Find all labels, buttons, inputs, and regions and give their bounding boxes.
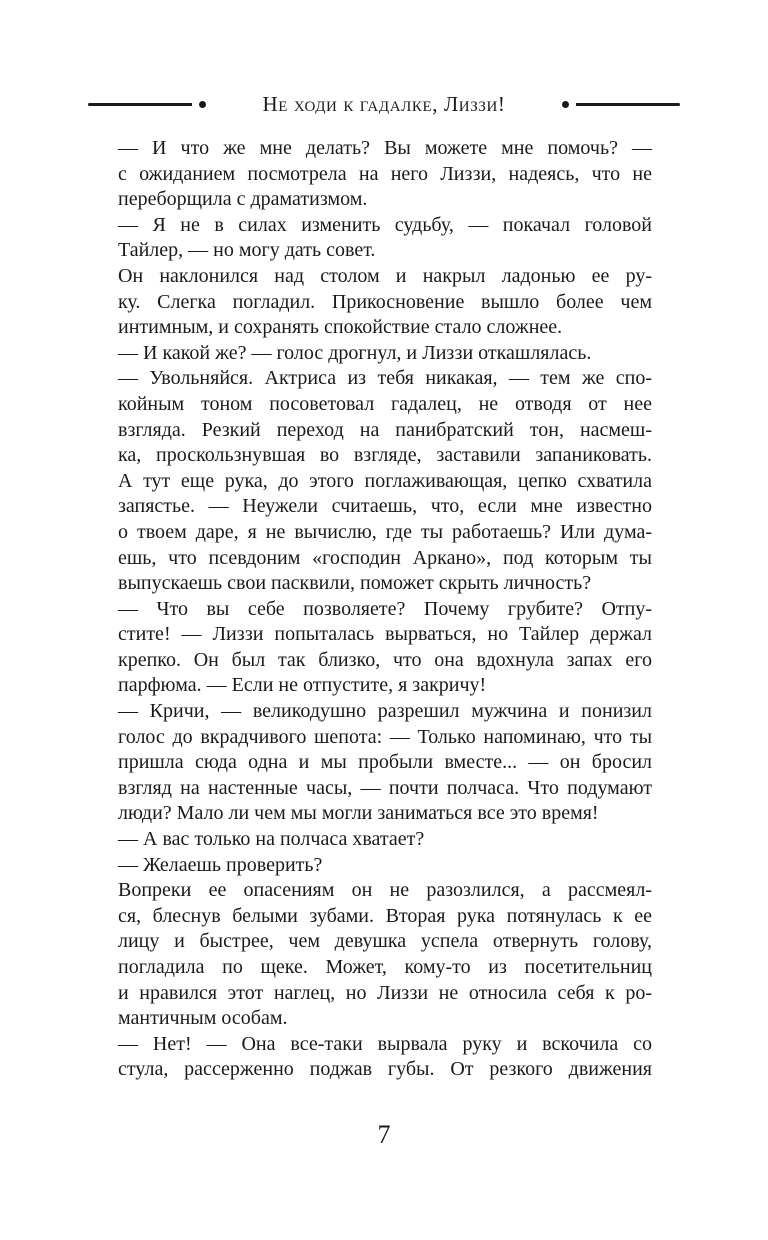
text-line: — Кричи, — великодушно разрешил мужчина и понизил — [118, 700, 652, 723]
text-line: — И что же мне делать? Вы можете мне помочь? — — [118, 137, 652, 159]
body-text — [118, 136, 652, 1083]
text-line: — Что вы себе позволяете? Почему грубите? Отпу- — [118, 597, 652, 620]
header-dot-right — [562, 101, 569, 108]
text-line: погладила по щеке. Может, кому-то из посетительниц — [118, 956, 652, 978]
text-line: лицу и быстрее, чем девушка успела отвернуть голову, — [118, 930, 652, 953]
text-line: интимным, и сохранять спокойствие стало сложнее. — [118, 316, 563, 339]
text-line: — Нет! — Она все-таки вырвала руку и вскочила со — [118, 1032, 652, 1055]
running-header — [88, 92, 680, 116]
text-line: о твоем даре, я не вычислю, где ты работаешь? Или дума- — [118, 520, 652, 543]
text-line: запястье. — Неужели считаешь, что, если мне известно — [118, 495, 652, 518]
text-line: стула, рассерженно поджав губы. От резкого движения — [118, 1058, 652, 1081]
text-line: с ожиданием посмотрела на него Лиззи, надеясь, что не — [118, 162, 652, 185]
text-line: крепко. Он был так близко, что она вдохнула запах его — [118, 648, 652, 671]
page-number: 7 — [377, 1120, 391, 1149]
running-title: Не ходи к гадалке, Лиззи! — [262, 92, 506, 116]
text-line: мантичным особам. — [118, 1007, 288, 1030]
text-line: Он наклонился над столом и накрыл ладонью ее ру- — [118, 264, 652, 287]
text-line: койным тоном посоветовал гадалец, не отводя от нее — [118, 392, 652, 415]
text-line: выпускаешь свои пасквили, поможет скрыть личность? — [118, 572, 592, 595]
text-line: ку. Слегка погладил. Прикосновение вышло более чем — [118, 290, 652, 313]
text-line: — И какой же? — голос дрогнул, и Лиззи откашлялась. — [118, 341, 592, 364]
text-line: люди? Мало ли чем мы могли заниматься все это время! — [118, 802, 599, 825]
text-line: — Желаешь проверить? — [118, 853, 323, 876]
text-line: — Увольняйся. Актриса из тебя никакая, — тем же спо- — [118, 367, 652, 390]
text-line: взгляд на настенные часы, — почти полчаса. Что подумают — [118, 776, 652, 799]
text-line: Тайлер, — но могу дать совет. — [118, 239, 376, 262]
text-line: парфюма. — Если не отпустите, я закричу! — [118, 674, 487, 697]
text-line: и нравился этот наглец, но Лиззи не относила себя к ро- — [118, 981, 652, 1004]
text-line: — Я не в силах изменить судьбу, — покачал головой — [118, 213, 652, 236]
header-rule-right — [576, 103, 680, 106]
text-line: взгляда. Резкий переход на панибратский тон, насмеш- — [118, 418, 652, 441]
text-line: ешь, что псевдоним «господин Аркано», под которым ты — [118, 546, 652, 569]
text-line: переборщила с драматизмом. — [118, 188, 368, 211]
text-line: голос до вкрадчивого шепота: — Только напоминаю, что ты — [118, 725, 652, 748]
text-line: — А вас только на полчаса хватает? — [118, 828, 425, 851]
text-line: Вопреки ее опасениям он не разозлился, а рассмеял- — [118, 879, 652, 902]
text-line: ся, блеснув белыми зубами. Вторая рука потянулась к ее — [118, 904, 652, 927]
text-line: А тут еще рука, до этого поглаживающая, цепко схватила — [118, 469, 652, 492]
text-line: пришла сюда одна и мы пробыли вместе... — он бросил — [118, 751, 652, 774]
text-line: стите! — Лиззи попыталась вырваться, но Тайлер держал — [118, 623, 652, 646]
text-line: ка, проскользнувшая во взгляде, заставили запаниковать. — [118, 444, 652, 467]
